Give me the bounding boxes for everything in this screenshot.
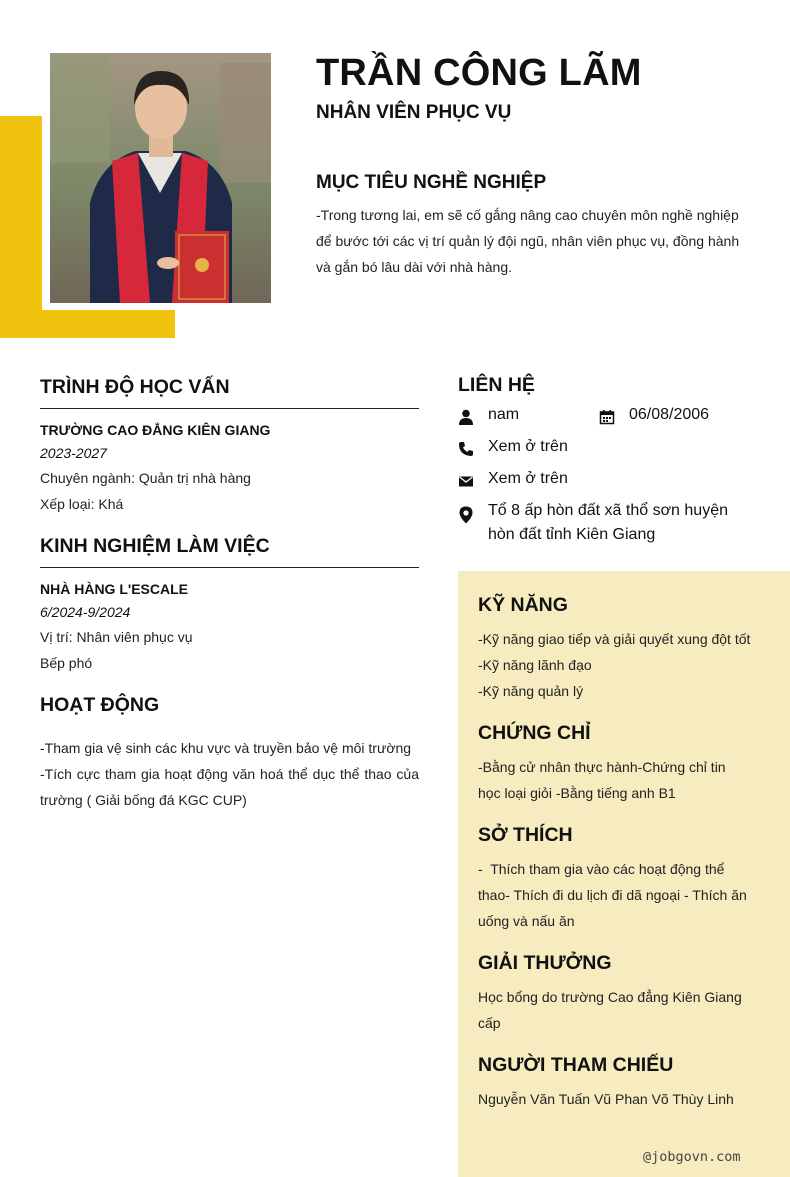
experience-company: NHÀ HÀNG L'ESCALE: [40, 581, 188, 597]
activities-line-2: -Tích cực tham gia hoạt động văn hoá thể dục thể thao của trường ( Giải bống đá KGC CUP): [40, 766, 419, 808]
contact-address: [458, 502, 730, 547]
objective-heading: MỤC TIÊU NGHỀ NGHIỆP: [316, 172, 547, 193]
gender-value: nam: [488, 406, 520, 423]
address-value: Tổ 8 ấp hòn đất xã thổ sơn huyện hòn đất tỉnh Kiên Giang: [488, 502, 728, 543]
hobbies-text: - Thích tham gia vào các hoạt động thể thao- Thích đi du lịch đi dã ngoại - Thích ăn uống và nấu ăn: [478, 861, 751, 929]
contact-phone: [458, 438, 758, 457]
birthday-value: 06/08/2006: [629, 406, 710, 423]
accent-block: [0, 116, 42, 338]
awards-heading: GIẢI THƯỞNG: [478, 952, 612, 974]
experience-role: Vị trí: Nhân viên phục vụ: [40, 629, 193, 645]
contact-birthday: [599, 406, 779, 425]
education-heading: TRÌNH ĐỘ HỌC VẤN: [40, 376, 230, 398]
education-period: 2023-2027: [40, 445, 107, 461]
job-position: NHÂN VIÊN PHỤC VỤ: [316, 102, 512, 123]
person-icon: [458, 409, 474, 425]
awards-text: Học bổng do trường Cao đẳng Kiên Giang cấp: [478, 989, 742, 1031]
references-text: Nguyễn Văn Tuấn Vũ Phan Võ Thùy Linh: [478, 1091, 734, 1107]
objective-text: -Trong tương lai, em sẽ cố gắng nâng cao chuyên môn nghề nghiệp để bước tới các vị trí quản lý đội ngũ, nhân viên phục vụ, đồng hành và gắn bó lâu dài với nhà hàng.: [316, 207, 740, 275]
education-school: TRƯỜNG CAO ĐẲNG KIÊN GIANG: [40, 422, 271, 438]
skill-item: -Kỹ năng quản lý: [478, 683, 584, 699]
phone-icon: [458, 441, 474, 457]
profile-photo: [50, 53, 271, 303]
experience-divider: [40, 567, 419, 568]
contact-email: [458, 470, 758, 489]
skill-item: -Kỹ năng giao tiếp và giải quyết xung đột tốt: [478, 631, 751, 647]
calendar-icon: [599, 409, 615, 425]
candidate-name: TRẦN CÔNG LÃM: [316, 52, 642, 94]
accent-base: [0, 310, 175, 338]
certificates-heading: CHỨNG CHỈ: [478, 722, 591, 744]
watermark-credit: @jobgovn.com: [643, 1149, 741, 1165]
hobbies-heading: SỞ THÍCH: [478, 824, 573, 846]
email-value: Xem ở trên: [488, 470, 568, 487]
skill-item: -Kỹ năng lãnh đạo: [478, 657, 592, 673]
education-major: Chuyên ngành: Quản trị nhà hàng: [40, 470, 251, 486]
location-pin-icon: [458, 506, 474, 522]
certificates-text: -Bằng cử nhân thực hành-Chứng chỉ tin học loại giỏi -Bằng tiếng anh B1: [478, 759, 726, 801]
education-grade: Xếp loại: Khá: [40, 496, 124, 512]
activities-heading: HOẠT ĐỘNG: [40, 694, 160, 716]
envelope-icon: [458, 473, 474, 489]
experience-heading: KINH NGHIỆM LÀM VIỆC: [40, 535, 270, 557]
experience-period: 6/2024-9/2024: [40, 604, 131, 620]
experience-detail: Bếp phó: [40, 655, 93, 671]
contact-gender: [458, 406, 598, 425]
graduate-portrait-image: [50, 53, 271, 303]
references-heading: NGƯỜI THAM CHIẾU: [478, 1054, 674, 1076]
activities-line-1: -Tham gia vệ sinh các khu vực và truyền bảo vệ môi trường: [40, 740, 412, 756]
education-divider: [40, 408, 419, 409]
skills-heading: KỸ NĂNG: [478, 594, 568, 616]
contact-heading: LIÊN HỆ: [458, 374, 535, 396]
phone-value: Xem ở trên: [488, 438, 568, 455]
